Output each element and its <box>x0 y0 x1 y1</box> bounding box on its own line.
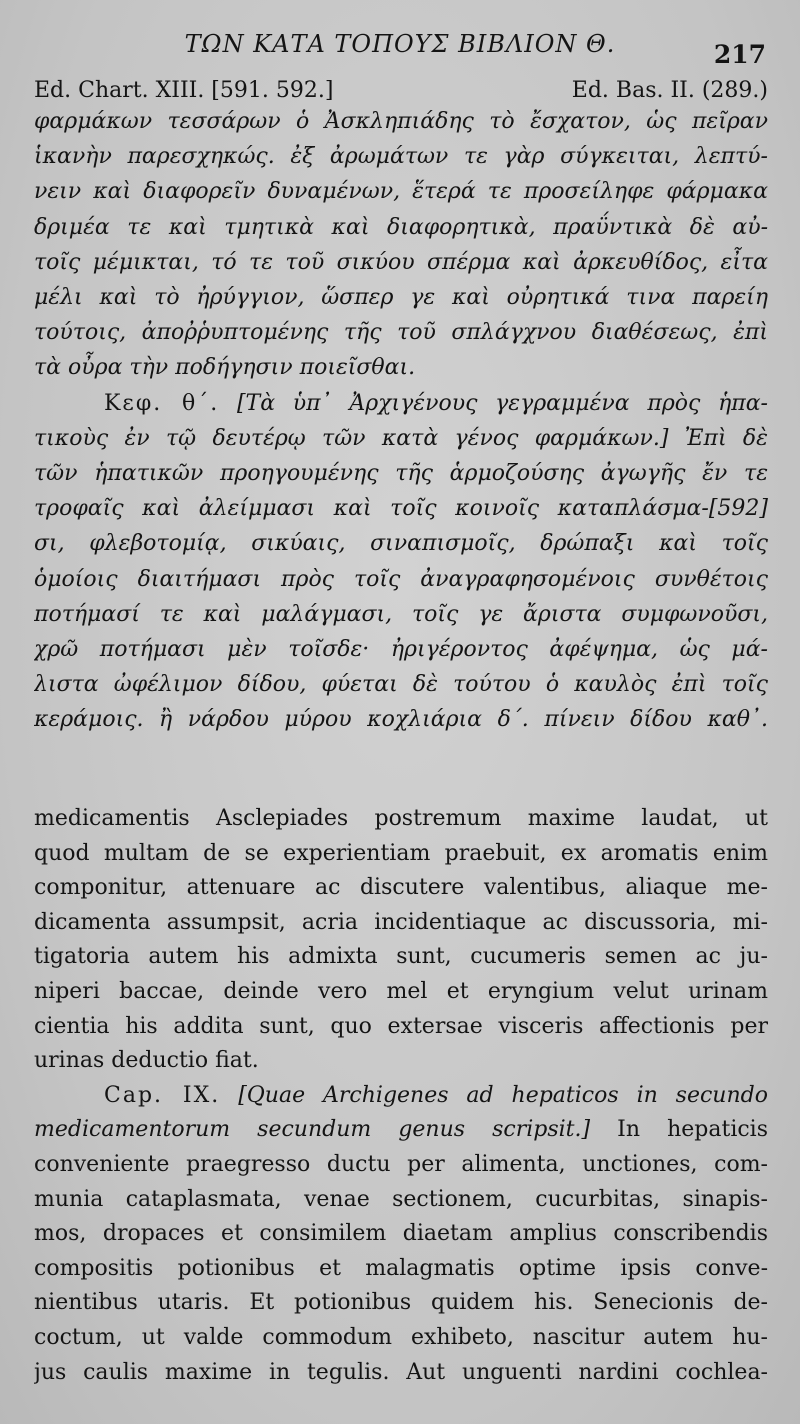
greek-chapter-label: Κεφ. θ΄. <box>104 390 220 416</box>
latin-chapter-heading-line <box>34 1079 768 1114</box>
greek-chapter-title: [Τὰ ὑπ᾽ Ἀρχιγένους γεγραμμένα πρὸς ἡπα- <box>236 390 768 416</box>
latin-line: mos, dropaces et consimilem diaetam amplius conscribendis <box>34 1221 768 1247</box>
greek-line: κεράμοις. ἢ νάρδου μύρου κοχλιάρια δ΄. πίνειν δίδου καθ᾽. <box>34 707 768 733</box>
latin-line: coctum, ut valde commodum exhibeto, nascitur autem hu- <box>34 1324 768 1350</box>
latin-line: compositis potionibus et malagmatis optime ipsis conve- <box>34 1255 768 1281</box>
latin-line: cientia his addita sunt, quo extersae visceris affectionis per <box>34 1013 768 1039</box>
greek-line: δριμέα τε καὶ τμητικὰ καὶ διαφορητικὰ, πραΰντικὰ δὲ αὐ- <box>34 214 768 240</box>
latin-line: nientibus utaris. Et potionibus quidem his. Senecionis de- <box>34 1290 768 1316</box>
greek-line: λιστα ὠφέλιμον δίδου, φύεται δὲ τούτου ὁ καυλὸς ἐπὶ τοῖς <box>34 672 768 698</box>
latin-text-block <box>34 802 768 1390</box>
edition-reference-right: Ed. Bas. II. (289.) <box>571 78 768 103</box>
greek-line: τικοὺς ἐν τῷ δευτέρῳ τῶν κατὰ γένος φαρμάκων.] Ἐπὶ δὲ <box>34 425 768 451</box>
greek-line: φαρμάκων τεσσάρων ὁ Ἀσκληπιάδης τὸ ἔσχατον, ὡς πεῖραν <box>34 109 768 134</box>
latin-chapter-title-tail: In hepaticis <box>617 1117 768 1143</box>
greek-line: τροφαῖς καὶ ἀλείμμασι καὶ τοῖς κοινοῖς καταπλάσμα-[592] <box>34 496 768 522</box>
latin-line: medicamentis Asclepiades postremum maxime laudat, ut <box>34 806 768 831</box>
greek-line: ποτήμασί τε καὶ μαλάγμασι, τοῖς γε ἄριστα συμφωνοῦσι, <box>34 601 768 627</box>
greek-line: χρῶ ποτήμασι μὲν τοῖσδε· ἠριγέροντος ἀφέψημα, ὡς μά- <box>34 637 768 663</box>
greek-text-block <box>34 104 768 738</box>
latin-chapter-label: Cap. IX. <box>104 1082 221 1108</box>
latin-line: jus caulis maxime in tegulis. Aut unguenti nardini cochlea- <box>34 1359 768 1385</box>
latin-line: munia cataplasmata, venae sectionem, cucurbitas, sinapis- <box>34 1186 768 1212</box>
latin-line: tigatoria autem his admixta sunt, cucumeris semen ac ju- <box>34 944 768 970</box>
latin-line: urinas deductio fiat. <box>34 1048 259 1074</box>
latin-chapter-title: [Quae Archigenes ad hepaticos in secundo <box>238 1082 768 1108</box>
latin-line: dicamenta assumpsit, acria incidentiaque ac discussoria, mi- <box>34 909 768 935</box>
latin-chapter-heading-line <box>34 1113 768 1148</box>
greek-line: τὰ οὖρα τὴν ποδήγησιν ποιεῖσθαι. <box>34 355 416 381</box>
latin-line: conveniente praegresso ductu per alimenta, unctiones, com- <box>34 1151 768 1177</box>
page-number: 217 <box>713 40 766 69</box>
greek-line: νειν καὶ διαφορεῖν δυναμένων, ἕτερά τε προσείληφε φάρμακα <box>34 179 768 205</box>
greek-line: ὁμοίοις διαιτήμασι πρὸς τοῖς ἀναγραφησομένοις συνθέτοις <box>34 566 768 592</box>
greek-line: μέλι καὶ τὸ ἠρύγγιον, ὥσπερ γε καὶ οὐρητικά τινα παρείη <box>34 285 768 311</box>
greek-line: τούτοις, ἀποῤῥυπτομένης τῆς τοῦ σπλάγχνου διαθέσεως, ἐπὶ <box>34 320 768 346</box>
latin-line: niperi baccae, deinde vero mel et eryngium velut urinam <box>34 978 768 1004</box>
greek-line: τῶν ἡπατικῶν προηγουμένης τῆς ἁρμοζούσης ἀγωγῆς ἔν τε <box>34 461 768 487</box>
greek-chapter-heading-line <box>34 386 768 421</box>
running-title: ΤΩΝ ΚΑΤΑ ΤΟΠΟΥΣ ΒΙΒΛΙΟΝ Θ. <box>184 30 616 58</box>
edition-reference-left: Ed. Chart. XIII. [591. 592.] <box>34 78 334 103</box>
latin-chapter-title: medicamentorum secundum genus scripsit.] <box>34 1117 591 1143</box>
greek-line: ἱκανὴν παρεσχηκώς. ἐξ ἀρωμάτων τε γὰρ σύγκειται, λεπτύ- <box>34 144 768 170</box>
latin-line: componitur, attenuare ac discutere valentibus, aliaque me- <box>34 875 768 901</box>
latin-line: quod multam de se experientiam praebuit, ex aromatis enim <box>34 840 768 866</box>
greek-line: τοῖς μέμικται, τό τε τοῦ σικύου σπέρμα καὶ ἀρκευθίδος, εἶτα <box>34 249 768 275</box>
greek-line: σι, φλεβοτομίᾳ, σικύαις, σιναπισμοῖς, δρώπαξι καὶ τοῖς <box>34 531 768 557</box>
